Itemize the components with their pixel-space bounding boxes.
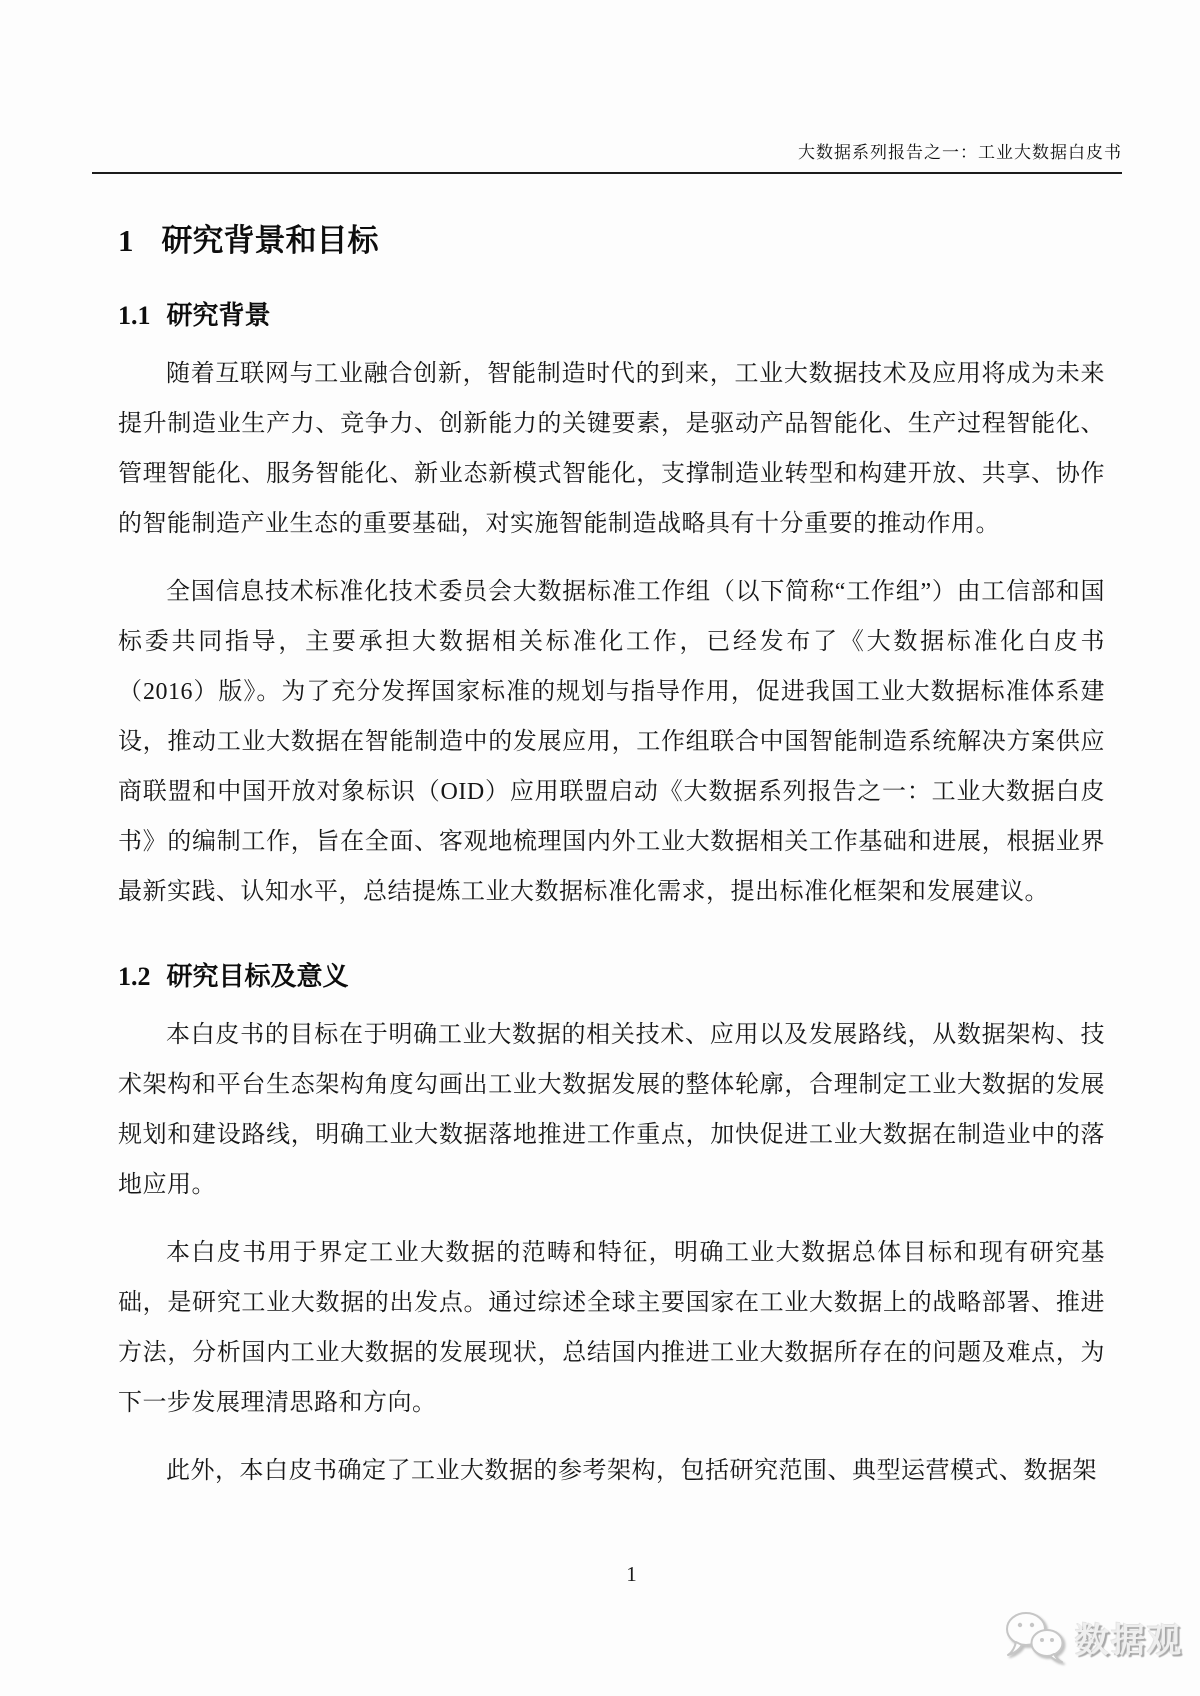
watermark-text: 数据观 [1075,1621,1183,1660]
running-header-title: 大数据系列报告之一：工业大数据白皮书 [798,143,1122,162]
section-1-number: 1 [118,223,134,258]
section-1-1-title: 研究背景 [166,300,271,330]
page-content [118,192,1105,1496]
section-1-title: 研究背景和目标 [161,223,379,258]
section-heading-1 [118,220,1105,262]
paragraph-goal-2: 本白皮书用于界定工业大数据的范畴和特征，明确工业大数据总体目标和现有研究基础，是研究工业大数据的出发点。通过综述全球主要国家在工业大数据上的战略部署、推进方法，分析国内工业大数据的发展现状，总结国内推进工业大数据所存在的问题及难点，为下一步发展理清思路和方向。 [118,1240,1105,1416]
paragraph-research-background-2: 全国信息技术标准化技术委员会大数据标准工作组（以下简称“工作组”）由工信部和国标委共同指导，主要承担大数据相关标准化工作，已经发布了《大数据标准化白皮书（2016）版》。为了充分发挥国家标准的规划与指导作用，促进我国工业大数据标准体系建设，推动工业大数据在智能制造中的发展应用，工作组联合中国智能制造系统解决方案供应商联盟和中国开放对象标识（OID）应用联盟启动《大数据系列报告之一：工业大数据白皮书》的编制工作，旨在全面、客观地梳理国内外工业大数据相关工作基础和进展，根据业界最新实践、认知水平，总结提炼工业大数据标准化需求，提出标准化框架和发展建议。 [118,579,1105,905]
paragraph-research-background-1: 随着互联网与工业融合创新，智能制造时代的到来，工业大数据技术及应用将成为未来提升制造业生产力、竞争力、创新能力的关键要素，是驱动产品智能化、生产过程智能化、管理智能化、服务智能化、新业态新模式智能化，支撑制造业转型和构建开放、共享、协作的智能制造产业生态的重要基础，对实施智能制造战略具有十分重要的推动作用。 [118,361,1105,537]
paragraph-goal-3: 此外，本白皮书确定了工业大数据的参考架构，包括研究范围、典型运营模式、数据架 [166,1458,1097,1484]
section-1-1-number: 1.1 [118,301,151,330]
paragraph-goal-1: 本白皮书的目标在于明确工业大数据的相关技术、应用以及发展路线，从数据架构、技术架构和平台生态架构角度勾画出工业大数据发展的整体轮廓，合理制定工业大数据的发展规划和建设路线，明确工业大数据落地推进工作重点，加快促进工业大数据在制造业中的落地应用。 [118,1022,1105,1198]
page-number: 1 [626,1562,637,1586]
section-heading-1-1 [118,296,1105,335]
section-1-2-number: 1.2 [118,962,151,991]
page-header [92,138,1122,174]
page-footer [118,1562,1105,1587]
watermark [1003,1610,1183,1664]
section-1-2-title: 研究目标及意义 [166,961,349,991]
wechat-logo-icon [1003,1610,1067,1664]
section-heading-1-2 [118,957,1105,996]
